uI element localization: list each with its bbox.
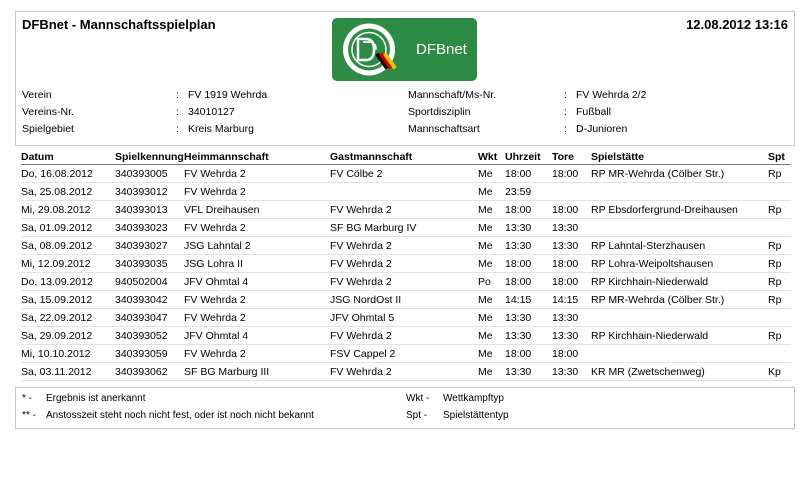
table-row [21,201,791,219]
table-header-row [21,149,791,165]
table-row [21,165,791,183]
cell-uhrzeit: 13:30 [505,237,552,255]
column-header-datum: Datum [21,149,115,165]
cell-spielkennung: 340393023 [115,219,184,237]
cell-tore: 18:00 [552,201,591,219]
info-row [408,121,788,138]
cell-spielkennung: 340393042 [115,291,184,309]
cell-gast: FV Wehrda 2 [330,273,478,291]
legend-key: Wkt - [406,393,430,404]
cell-wkt: Me [478,237,505,255]
cell-tore: 18:00 [552,273,591,291]
cell-heim: JSG Lohra II [184,255,330,273]
cell-spt: Rp [768,255,791,273]
cell-spt: Kp [768,363,791,381]
info-row [22,104,402,121]
cell-spt [768,183,791,201]
cell-datum: Sa, 08.09.2012 [21,237,115,255]
cell-spt: Rp [768,201,791,219]
cell-wkt: Me [478,291,505,309]
cell-datum: Sa, 03.11.2012 [21,363,115,381]
cell-tore: 14:15 [552,291,591,309]
cell-spielstaette: RP Kirchhain-Niederwald [591,327,768,345]
table-row [21,345,791,363]
cell-uhrzeit: 23:59 [505,183,552,201]
info-separator: : [564,89,567,101]
legend-text: Anstosszeit steht noch nicht fest, oder ist noch nicht bekannt [46,410,314,421]
cell-heim: FV Wehrda 2 [184,183,330,201]
cell-spielstaette: KR MR (Zwetschenweg) [591,363,768,381]
print-datetime: 12.08.2012 13:16 [686,17,788,32]
cell-wkt: Me [478,201,505,219]
info-label: Sportdisziplin [408,106,471,118]
table-row [21,327,791,345]
info-label: Spielgebiet [22,123,74,135]
cell-spt: Rp [768,327,791,345]
cell-wkt: Me [478,363,505,381]
page-title: DFBnet - Mannschaftsspielplan [22,17,216,32]
table-row [21,255,791,273]
column-header-uhrzeit: Uhrzeit [505,149,552,165]
info-row [22,121,402,138]
cell-spielstaette: RP Lohra-Weipoltshausen [591,255,768,273]
logo-text: DFBnet [416,41,467,58]
cell-heim: FV Wehrda 2 [184,165,330,183]
info-row [408,104,788,121]
cell-spielstaette: RP Kirchhain-Niederwald [591,273,768,291]
cell-spielstaette: RP Lahntal-Sterzhausen [591,237,768,255]
cell-spielstaette: RP MR-Wehrda (Cölber Str.) [591,291,768,309]
column-header-tore: Tore [552,149,591,165]
match-schedule-table [21,149,791,381]
cell-wkt: Me [478,165,505,183]
cell-gast: JFV Ohmtal 5 [330,309,478,327]
cell-spielkennung: 340393062 [115,363,184,381]
cell-gast [330,183,478,201]
cell-uhrzeit: 14:15 [505,291,552,309]
cell-uhrzeit: 13:30 [505,327,552,345]
cell-heim: FV Wehrda 2 [184,291,330,309]
cell-heim: FV Wehrda 2 [184,219,330,237]
cell-heim: JFV Ohmtal 4 [184,327,330,345]
info-label: Verein [22,89,52,101]
cell-gast: FSV Cappel 2 [330,345,478,363]
cell-spielkennung: 940502004 [115,273,184,291]
cell-spt: Rp [768,273,791,291]
cell-gast: JSG NordOst II [330,291,478,309]
cell-uhrzeit: 13:30 [505,309,552,327]
cell-tore: 18:00 [552,165,591,183]
column-header-gastmannschaft: Gastmannschaft [330,149,478,165]
cell-datum: Sa, 01.09.2012 [21,219,115,237]
cell-spielkennung: 340393005 [115,165,184,183]
info-value: Kreis Marburg [188,123,254,135]
cell-spt: Rp [768,237,791,255]
info-separator: : [176,123,179,135]
info-value: FV Wehrda 2/2 [576,89,647,101]
legend-text: Ergebnis ist anerkannt [46,393,146,404]
cell-gast: FV Wehrda 2 [330,255,478,273]
club-info-right [408,87,788,138]
cell-tore: 13:30 [552,363,591,381]
cell-datum: Mi, 29.08.2012 [21,201,115,219]
info-separator: : [176,89,179,101]
cell-spielstaette [591,309,768,327]
cell-gast: FV Wehrda 2 [330,237,478,255]
legend-key: ** - [22,410,36,421]
info-separator: : [564,123,567,135]
column-header-spielkennung: Spielkennung [115,150,184,163]
cell-wkt: Me [478,255,505,273]
cell-tore [552,183,591,201]
cell-gast: SF BG Marburg IV [330,219,478,237]
cell-spielkennung: 340393012 [115,183,184,201]
cell-spielkennung: 340393052 [115,327,184,345]
legend-text: Spielstättentyp [443,410,509,421]
info-separator: : [176,106,179,118]
cell-gast: FV Wehrda 2 [330,327,478,345]
info-value: D-Junioren [576,123,628,135]
cell-tore: 18:00 [552,255,591,273]
cell-spielkennung: 340393013 [115,201,184,219]
cell-spt [768,309,791,327]
cell-wkt: Me [478,327,505,345]
cell-datum: Do, 16.08.2012 [21,165,115,183]
cell-spt [768,219,791,237]
cell-heim: JFV Ohmtal 4 [184,273,330,291]
cell-spt [768,345,791,363]
info-row [22,87,402,104]
cell-tore: 18:00 [552,345,591,363]
cell-uhrzeit: 18:00 [505,165,552,183]
column-header-spt: Spt [768,149,791,165]
info-value: Fußball [576,106,612,118]
cell-spt: Rp [768,165,791,183]
cell-spielstaette [591,183,768,201]
cell-heim: JSG Lahntal 2 [184,237,330,255]
legend-key: Spt - [406,410,428,421]
cell-datum: Sa, 15.09.2012 [21,291,115,309]
cell-wkt: Me [478,219,505,237]
cell-uhrzeit: 13:30 [505,363,552,381]
cell-spt: Rp [768,291,791,309]
column-header-wkt: Wkt [478,149,505,165]
cell-wkt: Me [478,183,505,201]
cell-datum: Sa, 29.09.2012 [21,327,115,345]
cell-tore: 13:30 [552,327,591,345]
column-header-heimmannschaft: Heimmannschaft [184,149,330,165]
info-value: 34010127 [188,106,235,118]
cell-uhrzeit: 18:00 [505,273,552,291]
cell-wkt: Me [478,345,505,363]
cell-spielstaette [591,345,768,363]
legend-key: * - [22,393,32,404]
cell-spielkennung: 340393059 [115,345,184,363]
cell-gast: FV Wehrda 2 [330,201,478,219]
info-value: FV 1919 Wehrda [188,89,268,101]
cell-uhrzeit: 18:00 [505,345,552,363]
cell-heim: VFL Dreihausen [184,201,330,219]
table-row [21,291,791,309]
cell-wkt: Po [478,273,505,291]
table-row [21,273,791,291]
info-label: Mannschaft/Ms-Nr. [408,89,497,101]
column-header-spielstaette: Spielstätte [591,149,768,165]
dfbnet-logo [332,18,477,81]
info-separator: : [564,106,567,118]
info-label: Vereins-Nr. [22,106,74,118]
table-row [21,363,791,381]
cell-tore: 13:30 [552,309,591,327]
table-row [21,237,791,255]
table-row [21,219,791,237]
cell-uhrzeit: 18:00 [505,201,552,219]
cell-datum: Mi, 10.10.2012 [21,345,115,363]
cell-wkt: Me [478,309,505,327]
legend-text: Wettkampftyp [443,393,504,404]
cell-uhrzeit: 13:30 [505,219,552,237]
cell-spielkennung: 340393047 [115,309,184,327]
cell-heim: FV Wehrda 2 [184,309,330,327]
cell-spielstaette: RP Ebsdorfergrund-Dreihausen [591,201,768,219]
legend-box [15,387,795,429]
cell-tore: 13:30 [552,237,591,255]
cell-spielkennung: 340393035 [115,255,184,273]
cell-heim: FV Wehrda 2 [184,345,330,363]
cell-spielstaette: RP MR-Wehrda (Cölber Str.) [591,165,768,183]
club-info-left [22,87,402,138]
cell-spielstaette [591,219,768,237]
info-row [408,87,788,104]
cell-datum: Do, 13.09.2012 [21,273,115,291]
info-label: Mannschaftsart [408,123,480,135]
cell-spielkennung: 340393027 [115,237,184,255]
cell-gast: FV Wehrda 2 [330,363,478,381]
cell-datum: Sa, 22.09.2012 [21,309,115,327]
cell-tore: 13:30 [552,219,591,237]
cell-datum: Mi, 12.09.2012 [21,255,115,273]
table-row [21,309,791,327]
cell-heim: SF BG Marburg III [184,363,330,381]
dfb-emblem-icon [332,18,477,81]
table-row [21,183,791,201]
cell-datum: Sa, 25.08.2012 [21,183,115,201]
cell-uhrzeit: 18:00 [505,255,552,273]
cell-gast: FV Cölbe 2 [330,165,478,183]
